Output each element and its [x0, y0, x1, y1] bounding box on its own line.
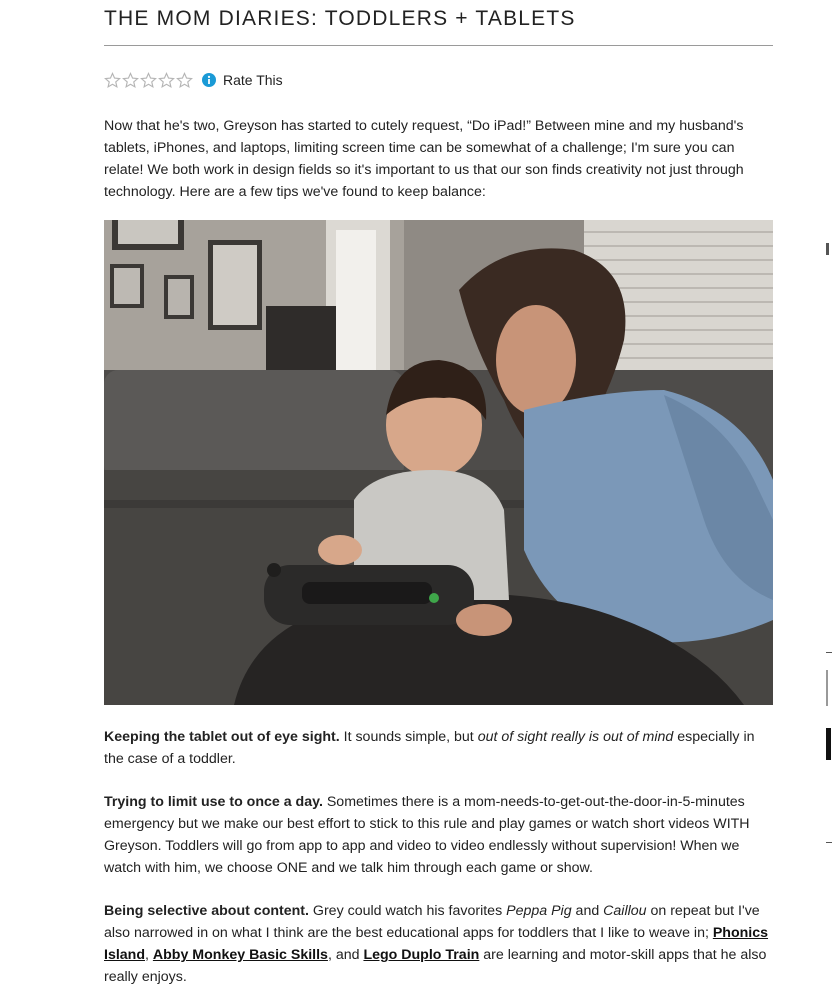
article-title: THE MOM DIARIES: TODDLERS + TABLETS — [104, 0, 773, 46]
phonics-island-link[interactable]: Phonics Island — [104, 925, 769, 963]
rate-this-link[interactable]: Rate This — [223, 72, 283, 88]
lego-duplo-train-link[interactable]: Lego Duplo Train — [363, 947, 480, 963]
star-1-icon[interactable] — [104, 72, 121, 89]
show-peppa-pig: Peppa Pig — [506, 903, 572, 919]
article — [104, 0, 773, 985]
tip-1-text-2: especially in the case of a toddler. — [104, 729, 755, 767]
tip-3-text-4: are learning and motor-skill apps that he also really enjoys. — [104, 947, 767, 985]
sidebar-fragment — [826, 842, 832, 843]
article-photo — [104, 220, 773, 705]
star-5-icon[interactable] — [176, 72, 193, 89]
tip-2-paragraph — [104, 791, 773, 879]
tip-1-emphasis: out of sight really is out of mind — [477, 729, 674, 745]
tip-3-sep-1: , — [145, 947, 153, 963]
tip-3-text-2: and — [571, 903, 604, 919]
star-2-icon[interactable] — [122, 72, 139, 89]
tip-3-text-1: Grey could watch his favorites — [308, 903, 507, 919]
tip-1-text-1: It sounds simple, but — [339, 729, 478, 745]
tip-3-paragraph — [104, 900, 773, 988]
sidebar-fragment — [826, 243, 829, 255]
tip-1-paragraph — [104, 726, 773, 770]
tip-3-text-3: on repeat but I've also narrowed in on what I think are the best educational apps for toddlers that I like to weave in; — [104, 903, 760, 941]
sidebar-fragment — [826, 670, 828, 706]
sidebar-fragment — [826, 652, 832, 653]
info-icon[interactable] — [202, 73, 216, 87]
star-rating[interactable] — [104, 70, 283, 90]
star-3-icon[interactable] — [140, 72, 157, 89]
sidebar-fragment — [826, 728, 831, 760]
tip-3-sep-2: , and — [327, 947, 364, 963]
tip-2-text: Sometimes there is a mom-needs-to-get-out-the-door-in-5-minutes emergency but we make our best effort to stick to this rule and play games or watch short videos WITH Greyson. Toddlers will go from app to app and video to video endlessly without supervision! When we watch with him, we choose ONE and we talk him through each game or show. — [104, 794, 750, 876]
tip-3-heading: Being selective about content. — [104, 903, 309, 919]
sidebar-edge — [826, 0, 832, 990]
tip-2-heading: Trying to limit use to once a day. — [104, 794, 323, 810]
star-4-icon[interactable] — [158, 72, 175, 89]
tip-1-heading: Keeping the tablet out of eye sight. — [104, 729, 340, 745]
show-caillou: Caillou — [603, 903, 647, 919]
intro-paragraph: Now that he's two, Greyson has started to cutely request, “Do iPad!” Between mine and my husband's tablets, iPhones, and laptops, limiting screen time can be somewhat of a challenge; I'm sure you can relate! We both work in design fields so it's important to us that our son finds creativity not just through technology. Here are a few tips we've found to keep balance: — [104, 118, 744, 200]
abby-monkey-link[interactable]: Abby Monkey Basic Skills — [152, 947, 328, 963]
